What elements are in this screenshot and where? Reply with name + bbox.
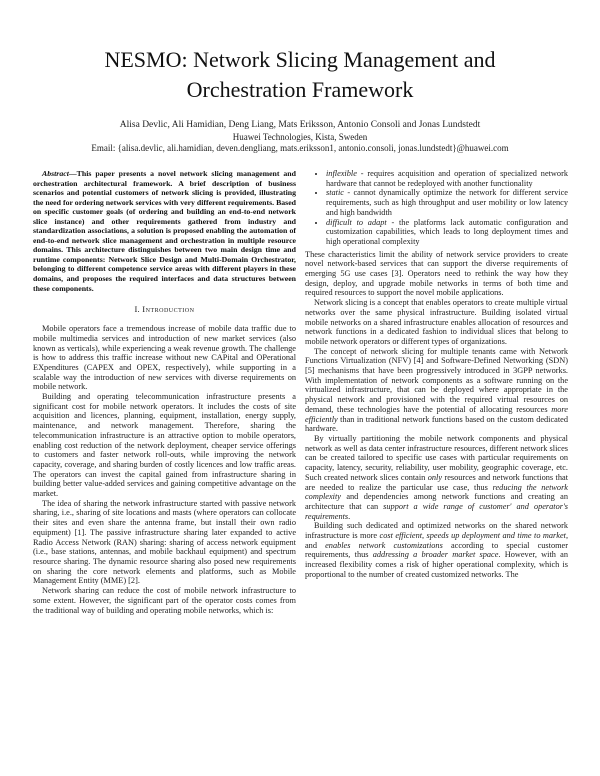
paragraph: These characteristics limit the ability of network service providers to create novel network-based services that can support the diverse requirements of emerging 5G use cases [3]. Operators need to rethink the way how they design, deploy, and upgrade mobile networks in terms of both time and required resources to support the novel mobile applications.	[305, 249, 568, 298]
bullet-item: • inflexible - requires acquisition and operation of specialized network hardware that cannot be redeployed with another functionality	[326, 169, 568, 188]
section-heading-introduction	[33, 304, 296, 314]
authors-line: Alisa Devlic, Ali Hamidian, Deng Liang, Mats Eriksson, Antonio Consoli and Jonas Lundstedt	[119, 120, 481, 130]
abstract-paragraph: Abstract—This paper presents a novel network slicing management and orchestration architectural framework. A brief description of business scenarios and potential customers of network slicing is provided, illustrating the need for ordering network services with very different requirements. Based on specific customer goals (of ordering and building an end-to-end network slice instance) and other requirements gathered from industry and standardization associations, a solution is proposed enabling the automation of end-to-end network slice management and orchestration in multiple resource domains. This architecture distinguishes between two main design time and runtime components: Network Slice Design and Multi-Domain Orchestrator, belonging to different competence service areas with different players in these domains, and proposes the required interfaces and data structures between these components.	[33, 169, 296, 293]
bullet-list	[305, 169, 568, 247]
paragraph: The idea of sharing the network infrastructure started with passive network sharing, i.e., sharing of site locations and masts (where operators can collocate their sites and even share the antenna frame, but install their own radio equipment) [1]. The passive infrastructure sharing later expanded to active Radio Access Network (RAN) sharing: sharing of access network equipment (i.e., base stations, antennas, and mobile backhaul equipment) and spectrum resource sharing. The dynamic resource sharing also posed new requirements on sharing the core network elements and platforms, such as Mobile Management Entity (MME) [2].	[33, 498, 296, 586]
paper-header	[0, 0, 600, 153]
bullet-item: • static - cannot dynamically optimize the network for different service requirements, such as high throughput and user mobility or low latency and high bandwidth	[326, 188, 568, 217]
section-number: I.	[134, 304, 140, 315]
paragraph: By virtually partitioning the mobile network components and physical network as well as data center infrastructure resources, different network slices can be created tailored to specific use cases with particular requirements on capacity, latency, security, reliability, user mobility, geographic coverage, etc. Such created network slices contain only resources and network functions that are needed to realize the particular use case, thus reducing the network complexity and dependencies among network functions and creating an architecture that can support a wide range of customer' and operator's requirements.	[305, 433, 568, 521]
paragraph: Building such dedicated and optimized networks on the shared network infrastructure is more cost efficient, speeds up deployment and time to market, and enables network customizations according to special customer requirements, thus addressing a broader market space. However, with an increased flexibility comes a risk of higher operational complexity, which is proportional to the number of created customized networks. The	[305, 521, 569, 579]
paragraph: Network slicing is a concept that enables operators to create multiple virtual networks over the same physical infrastructure. Building isolated virtual mobile networks on a shared infrastructure enables allocation of resources and network functions in a dedicated fashion to individual slices that belong to mobile network operators or different types of organizations.	[305, 298, 568, 346]
bullet-item: • difficult to adapt - the platforms lack automatic configuration and customization capabilities, which leads to long deployment times and high operational complexity	[326, 218, 568, 247]
paper-title-line-1: NESMO: Network Slicing Management and	[104, 47, 496, 72]
left-column	[33, 169, 296, 615]
right-column	[305, 169, 568, 615]
paper-title	[0, 0, 600, 105]
email-line: Email: {alisa.devlic, ali.hamidian, deven.dengliang, mats.eriksson1, antonio.consoli, jonas.lundstedt}@huawei.com	[91, 143, 509, 153]
paper-title-line-2: Orchestration Framework	[186, 77, 414, 102]
paragraph: Building and operating telecommunication infrastructure presents a significant cost for mobile network operators. It includes the costs of site acquisition and licences, planning, equipment, installation, energy supply, maintenance, and network management. Therefore, sharing the telecommunication infrastructure is an attractive option to mobile operators, enabling cost reduction of the network deployment, cheaper service offerings to customers and faster network roll-outs, while improving the network capacity, coverage, and sharing burden of costly licences and low traffic areas. The operators can invest the capital gained from infrastructure sharing in building better value-added services and gaining competitive advantage on the market.	[33, 392, 296, 499]
paragraph: Mobile operators face a tremendous increase of mobile data traffic due to mobile multimedia services and introduction of new market services (also known as verticals), while experiencing a weak revenue growth. The challenge is how to address this traffic increase without new CAPital and OPerational EXpenditures (CAPEX and OPEX, respectively), while supporting in a scalable way the introduction of new services with diverse requirements on mobile network.	[33, 324, 296, 392]
paragraph: The concept of network slicing for multiple tenants came with Network Functions Virtualization (NFV) [4] and Software-Defined Networking (SDN) [5] mechanisms that have been progressively introduced in 3GPP networks. With implementation of network components as a software running on the virtualized infrastructure, that can be deployed where appropriate in the physical network and provisioned with the required virtual resources on demand, these technologies have the potential of allocating resources more efficiently than in traditional network functions based on the custom dedicated hardware.	[305, 346, 568, 434]
affiliation-line: Huawei Technologies, Kista, Sweden	[232, 132, 368, 142]
paragraph: Network sharing can reduce the cost of mobile network infrastructure to some extent. However, the significant part of the operator costs comes from the traditional way of building and operating mobile networks, which is:	[33, 586, 296, 615]
section-title: Introduction	[142, 304, 195, 315]
two-column-body	[33, 169, 568, 615]
